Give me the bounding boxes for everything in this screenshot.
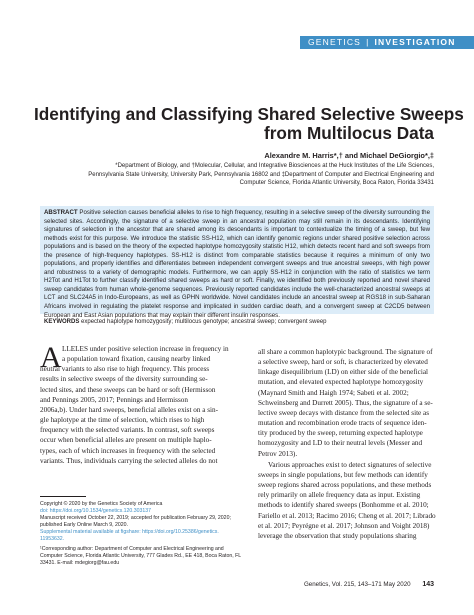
affiliation-line: Computer Science, Florida Atlantic University, Boca Raton, Florida 33431 [239, 180, 434, 186]
supplemental-link[interactable]: 11953632. [40, 535, 65, 542]
keywords-list: expected haplotype homozygosity; multilocus genotype; ancestral sweep; convergent sweep [81, 319, 327, 325]
paragraph [258, 460, 434, 541]
article-type: INVESTIGATION [374, 37, 456, 47]
body-line: sweep regions shared across populations, and these methods [258, 481, 432, 490]
body-line: Various approaches exist to detect signatures of selective [268, 460, 432, 469]
correspondence-line: ¹Corresponding author: Department of Computer and Electrical Engineering and [40, 546, 224, 553]
page-footer [304, 581, 434, 588]
copyright-line: Copyright © 2020 by the Genetics Society of America [40, 501, 163, 507]
paper-title [34, 104, 464, 143]
author-list: Alexandre M. Harris*,† and Michael DeGiorgio*,‡ [264, 151, 434, 160]
body-line: (Maynard Smith and Haigh 1974; Sabeti et al. 2002; [258, 388, 409, 397]
body-line: all share a common haplotypic background. The signature of [258, 348, 433, 356]
body-line: methods to identify shared sweeps (Bonhomme et al. 2010; [258, 501, 429, 510]
header-separator: | [366, 37, 370, 47]
body-line: gle haplotype at the time of selection, which rises to high [40, 416, 205, 425]
keywords-label: KEYWORDS [44, 319, 80, 325]
manuscript-line: published Early Online March 9, 2020. [40, 521, 128, 528]
affiliation-line: Pennsylvania State University, University Park, Pennsylvania 16802 and ‡Department of Computer and Electrical Engineering and [88, 171, 434, 178]
right-column [258, 347, 434, 541]
body-line: neutral variants to also rise to high frequency. This process [40, 365, 210, 374]
abstract-body: Positive selection causes beneficial alleles to rise to high frequency, resulting in a selective sweep of the diversity surrounding the selected sites. Accordingly, the signature of a selective sweep in an ancestral population may still remain in its descendants. Identifying signatures of selection in the ancestor that are shared among its descendants is important to contextualize the timing of a sweep, but few methods exist for this purpose. We introduce the statistic SS-H12, which can identify genomic regions under shared positive selection across populations and is based on the theory of the expected haplotype homozygosity statistic H12, which detects recent hard and soft sweeps from the presence of high-frequency haplotypes. SS-H12 is distinct from comparable statistics because it requires a minimum of only two populations, and properly identifies and differentiates between independent convergent sweeps and true ancestral sweeps, with high power and robustness to a variety of demographic models. Furthermore, we can apply SS-H12 in conjunction with the ratio of statistics we term H2Tot and H1Tot to further classify identified shared sweeps as hard or soft. Finally, we identified both previously reported and novel shared sweep candidates from human whole-genome sequences. Previously reported candidates include the well-characterized ancestral sweeps at LCT and SLC24A5 in Indo-Europeans, as well as GPHN worldwide. Novel candidates include an ancestral sweep at RGS18 in sub-Saharan Africans involved in regulating the platelet response and implicated in sudden cardiac death, and a convergent sweep at C2CD5 between European and East Asian populations that may explain their different insulin responses. [44, 209, 430, 319]
body-line: mutation, and elevated expected haplotype homozygosity [258, 378, 424, 387]
journal-citation: Genetics, Vol. 215, 143–171 May 2020 [303, 581, 411, 588]
page-number: 143 [422, 581, 434, 588]
body-line: a population toward fixation, causing nearby linked [62, 355, 211, 364]
correspondence-line: 33431. E-mail: mdegiorg@fau.edu [40, 560, 120, 567]
keywords [44, 318, 430, 326]
body-line: lective sweep decays with distance from the selected site as [258, 408, 430, 417]
title-line: from Multilocus Data [264, 123, 434, 143]
correspondence-line: Computer Science, Florida Atlantic University, 777 Glades Rd., EE 418, Boca Raton, FL [40, 553, 242, 560]
abstract-label: ABSTRACT [44, 209, 78, 216]
affiliations [34, 162, 434, 188]
abstract [44, 209, 430, 320]
manuscript-line: Manuscript received October 22, 2019; accepted for publication February 29, 2020; [40, 514, 231, 521]
title-line: Identifying and Classifying Shared Selective Sweeps [34, 104, 464, 124]
body-line: tity produced by the sweep, returning expected haplotype [258, 429, 423, 438]
body-line: and Pennings 2005, 2017; Pennings and Hermisson [40, 395, 188, 404]
doi-link[interactable]: doi: https://doi.org/10.1534/genetics.120.303137 [40, 507, 152, 514]
footnote-rule [40, 496, 86, 497]
left-column [40, 341, 229, 466]
body-line: homozygosity and LD to their neutral levels (Messer and [258, 439, 423, 448]
body-line: sweeps in single populations, but few methods can identify [258, 470, 428, 479]
body-line: types, each of which increases in frequency with the selected [40, 446, 216, 455]
body-line: lected sites, and these sweeps can be hard or soft (Hermisson [40, 385, 216, 394]
body-line: results in selective sweeps of the diversity surrounding se- [40, 375, 208, 384]
body-line: frequency with the selected variants. In contrast, soft sweeps [40, 426, 215, 435]
body-line: Petrov 2013). [258, 449, 298, 458]
body-line: occur when beneficial alleles are present on multiple haplo- [40, 436, 212, 445]
journal-name: GENETICS [308, 37, 362, 47]
footnotes [40, 501, 242, 567]
body-line: rely primarily on allele frequency data as input. Existing [258, 491, 421, 500]
supplemental-link[interactable]: Supplemental material available at figshare: https://doi.org/10.25386/genetics. [40, 528, 219, 535]
body-line: Schweinsberg and Durrett 2005). Thus, the signature of a se- [258, 398, 433, 407]
body-line: mutation and recombination erode tracts of sequence iden- [258, 419, 427, 428]
body-line: 2006a,b). Under hard sweeps, beneficial alleles exist on a sin- [40, 405, 219, 414]
body-line: a selective sweep, hard or soft, is characterized by elevated [258, 358, 428, 367]
body-line: variants. Thus, individuals carrying the selected alleles do not [40, 456, 218, 465]
drop-cap: A [40, 341, 62, 374]
affiliation-line: *Department of Biology, and †Molecular, Cellular, and Integrative Biosciences at the Huck Institutes of the Life Sciences, [115, 163, 434, 169]
body-line: leverage the observation that study populations sharing [258, 531, 417, 540]
body-line: Fariello et al. 2013; Racimo 2016; Cheng et al. 2017; Librado [258, 511, 436, 520]
journal-section-header [308, 37, 456, 47]
body-line: LLELES under positive selection increase in frequency in [62, 345, 229, 353]
body-line: linkage disequilibrium (LD) on either side of the beneficial [258, 368, 429, 377]
body-line: et al. 2017; Peyrégne et al. 2017; Johnson and Voight 2018) [258, 521, 430, 530]
